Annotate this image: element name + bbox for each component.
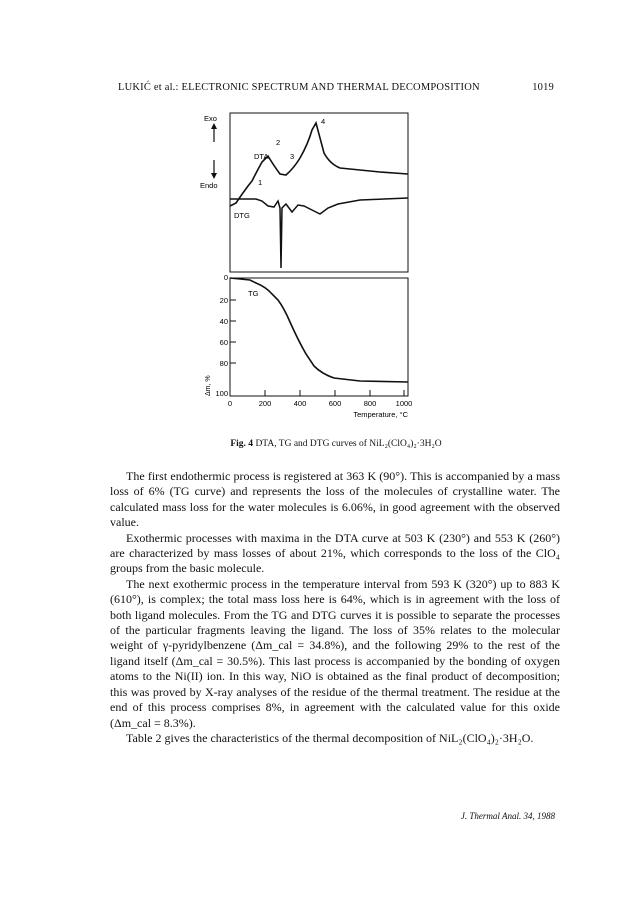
x-tick-label: 0 — [227, 399, 233, 408]
journal-reference: J. Thermal Anal. 34, 1988 — [460, 811, 555, 821]
body-text — [110, 469, 560, 746]
figure-number: Fig. 4 — [230, 439, 254, 449]
thermal-analysis-figure — [190, 108, 440, 433]
paragraph: Table 2 gives the characteristics of the thermal decomposition of NiL₂(ClO₄)₂·3H₂O. — [126, 730, 534, 745]
tg-tick-label: 20 — [219, 296, 228, 305]
x-tick-label: 200 — [258, 399, 272, 408]
peak-1-label: 1 — [258, 178, 263, 187]
peak-3-label: 3 — [290, 152, 295, 161]
paragraph: Exothermic processes with maxima in the DTA curve at 503 K (230°) and 553 K (260°) are characterized by mass losses of about 21%, which corresponds to the loss of the ClO₄ groups from the basic molecule. — [110, 530, 560, 576]
exo-arrow-head — [211, 123, 217, 129]
tg-tick-label: 80 — [219, 359, 228, 368]
x-ticks — [228, 390, 412, 408]
running-title: LUKIĆ et al.: ELECTRONIC SPECTRUM AND THERMAL DECOMPOSITION — [118, 82, 480, 93]
running-header — [118, 82, 554, 93]
tg-label: TG — [248, 289, 259, 298]
exo-label: Exo — [204, 114, 217, 123]
peak-2-label: 2 — [276, 138, 281, 147]
tg-tick-label: 100 — [215, 389, 228, 398]
dta-curve — [230, 123, 408, 206]
paragraph: The next exothermic process in the temperature interval from 593 K (320°) up to 883 K (610°), is complex; the total mass loss here is 64%, which is in agreement with the loss of both ligand molecules. From the TG and DTG curves it is possible to separate the processes of the particular fragments leaving the ligand. The loss of 35% relates to the molecular weight of γ-pyridylbenzene (Δm_cal = 34.8%), and the following 29% to the rest of the ligand itself (Δm_cal = 30.5%). This last process is accompanied by the bonding of oxygen atoms to the Ni(II) ion. In this way, NiO is obtained as the final product of decomposition; this was proved by X-ray analyses of the residue of the thermal treatment. The residue at the end of this process comprises 8%, in agreement with the calculated value for this oxide (Δm_cal = 8.3%). — [110, 576, 560, 730]
endo-label: Endo — [200, 181, 218, 190]
x-tick-label: 600 — [328, 399, 342, 408]
tg-tick-label: 60 — [219, 338, 228, 347]
figure-caption — [118, 439, 554, 449]
paragraph: The first endothermic process is registered at 363 K (90°). This is accompanied by a mass loss of 6% (TG curve) and represents the loss of the molecules of crystalline water. The calculated mass loss for the water molecules is 6.06%, in good agreement with the observed value. — [110, 469, 560, 530]
dta-label: DTA — [254, 152, 269, 161]
page-number: 1019 — [532, 82, 554, 93]
tg-tick-label: 0 — [223, 273, 228, 282]
figure-caption-text: DTA, TG and DTG curves of NiL₂(ClO₄)₂·3H₂O — [255, 439, 442, 449]
endo-arrow-head — [211, 173, 217, 179]
tg-tick-label: 40 — [219, 317, 228, 326]
x-tick-label: 800 — [363, 399, 377, 408]
y-axis-label: Δm, % — [205, 375, 212, 396]
x-tick-label: 400 — [293, 399, 307, 408]
peak-4-label: 4 — [321, 117, 326, 126]
figure-svg — [190, 108, 440, 433]
dtg-label: DTG — [234, 211, 250, 220]
dtg-curve — [230, 198, 408, 268]
x-axis-label: Temperature, °C — [353, 410, 408, 419]
tg-y-ticks — [215, 273, 236, 398]
x-tick-label: 1000 — [395, 399, 413, 408]
